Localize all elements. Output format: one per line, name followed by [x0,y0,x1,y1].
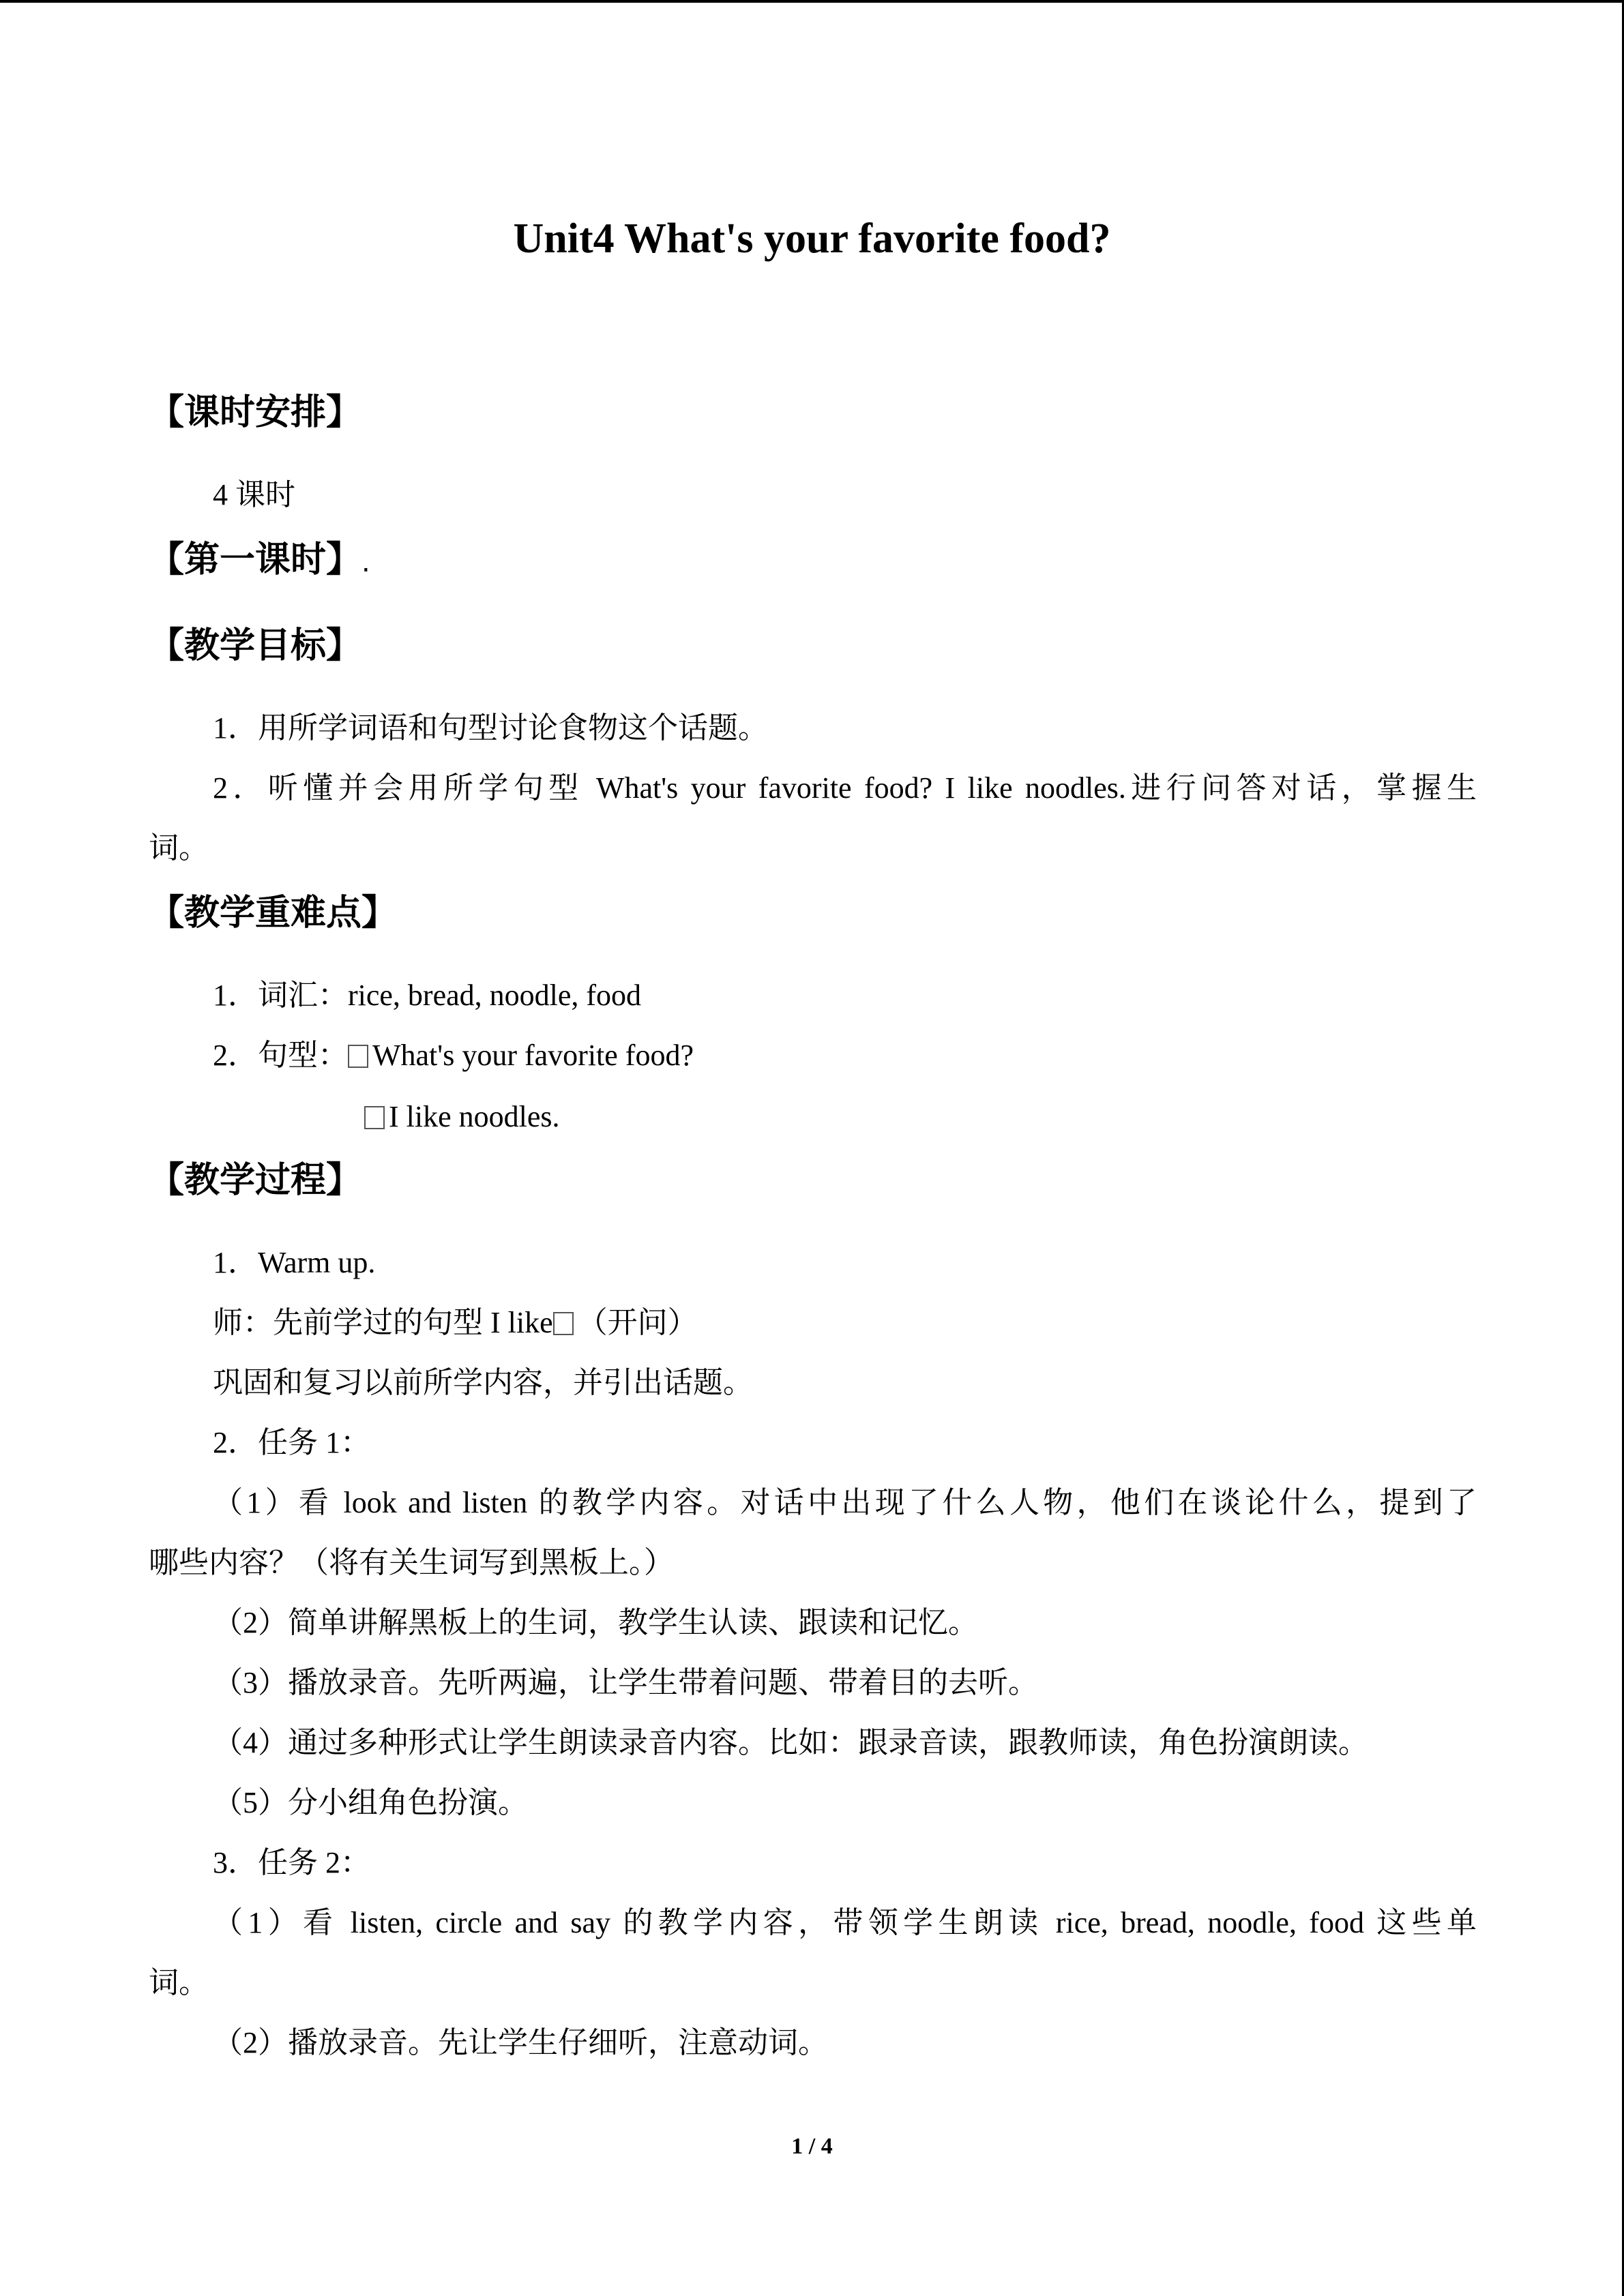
task-1: 2．任务 1： [213,1426,370,1459]
keypoint-2-line2 [364,1097,1624,1137]
task-2-1-line1: （1）看 listen, circle and say 的教学内容，带领学生朗读 rice, bread, noodle, food 这些单 [213,1906,1477,1939]
task-1-4: （4）通过多种形式让学生朗读录音内容。比如：跟录音读，跟教师读，角色扮演朗读。 [213,1726,1368,1759]
heading-lesson1 [149,536,370,586]
task-2-2: （2）播放录音。先让学生仔细听，注意动词。 [213,2026,828,2059]
objective-1: 1．用所学词语和句型讨论食物这个话题。 [213,711,768,745]
task-1-3: （3）播放录音。先听两遍，让学生带着问题、带着目的去听。 [213,1666,1038,1699]
checkbox-glyph [364,1106,385,1129]
checkbox-glyph [553,1312,574,1335]
keypoint-2-sentence-a: What's your favorite food? [372,1039,694,1072]
step-1-teacher-suffix: （开问） [577,1306,698,1339]
objective-2-line1: 2．听懂并会用所学句型 What's your favorite food? I like noodles.进行问答对话，掌握生 [213,771,1477,805]
step-1-review: 巩固和复习以前所学内容，并引出话题。 [213,1366,753,1399]
task-1-1-line2: 哪些内容？（将有关生词写到黑板上。） [149,1546,674,1579]
step-1-teacher [213,1302,1477,1343]
task-1-1-line1: （1）看 look and listen 的教学内容。对话中出现了什么人物，他们在谈论什么，提到了 [213,1486,1477,1519]
heading-keypoints: 【教学重难点】 [149,893,398,934]
keypoint-1: 1．词汇：rice, bread, noodle, food [213,979,642,1012]
heading-objectives: 【教学目标】 [149,625,362,666]
heading-schedule: 【课时安排】 [149,392,362,433]
objective-2-line2: 词。 [149,831,209,865]
schedule-text: 4 课时 [213,478,295,511]
page-top-border [0,0,1624,3]
task-1-5: （5）分小组角色扮演。 [213,1786,528,1819]
task-2: 3．任务 2： [213,1846,370,1879]
page-number: 1 / 4 [791,2134,833,2159]
checkbox-glyph [348,1045,368,1068]
heading-process: 【教学过程】 [149,1160,362,1201]
keypoint-2 [213,1035,1477,1076]
step-1-teacher-text: 师：先前学过的句型 I like [213,1306,553,1339]
heading-lesson1-label: 【第一课时】 [149,539,362,580]
keypoint-2-prefix: 2．句型： [213,1039,348,1072]
keypoint-2-sentence-b: I like noodles. [389,1100,560,1133]
heading-lesson1-suffix: . [361,547,370,578]
task-1-2: （2）简单讲解黑板上的生词，教学生认读、跟读和记忆。 [213,1606,978,1639]
step-1: 1．Warm up. [213,1246,376,1279]
task-2-1-line2: 词。 [149,1966,209,1999]
document-title: Unit4 What's your favorite food? [513,215,1111,262]
